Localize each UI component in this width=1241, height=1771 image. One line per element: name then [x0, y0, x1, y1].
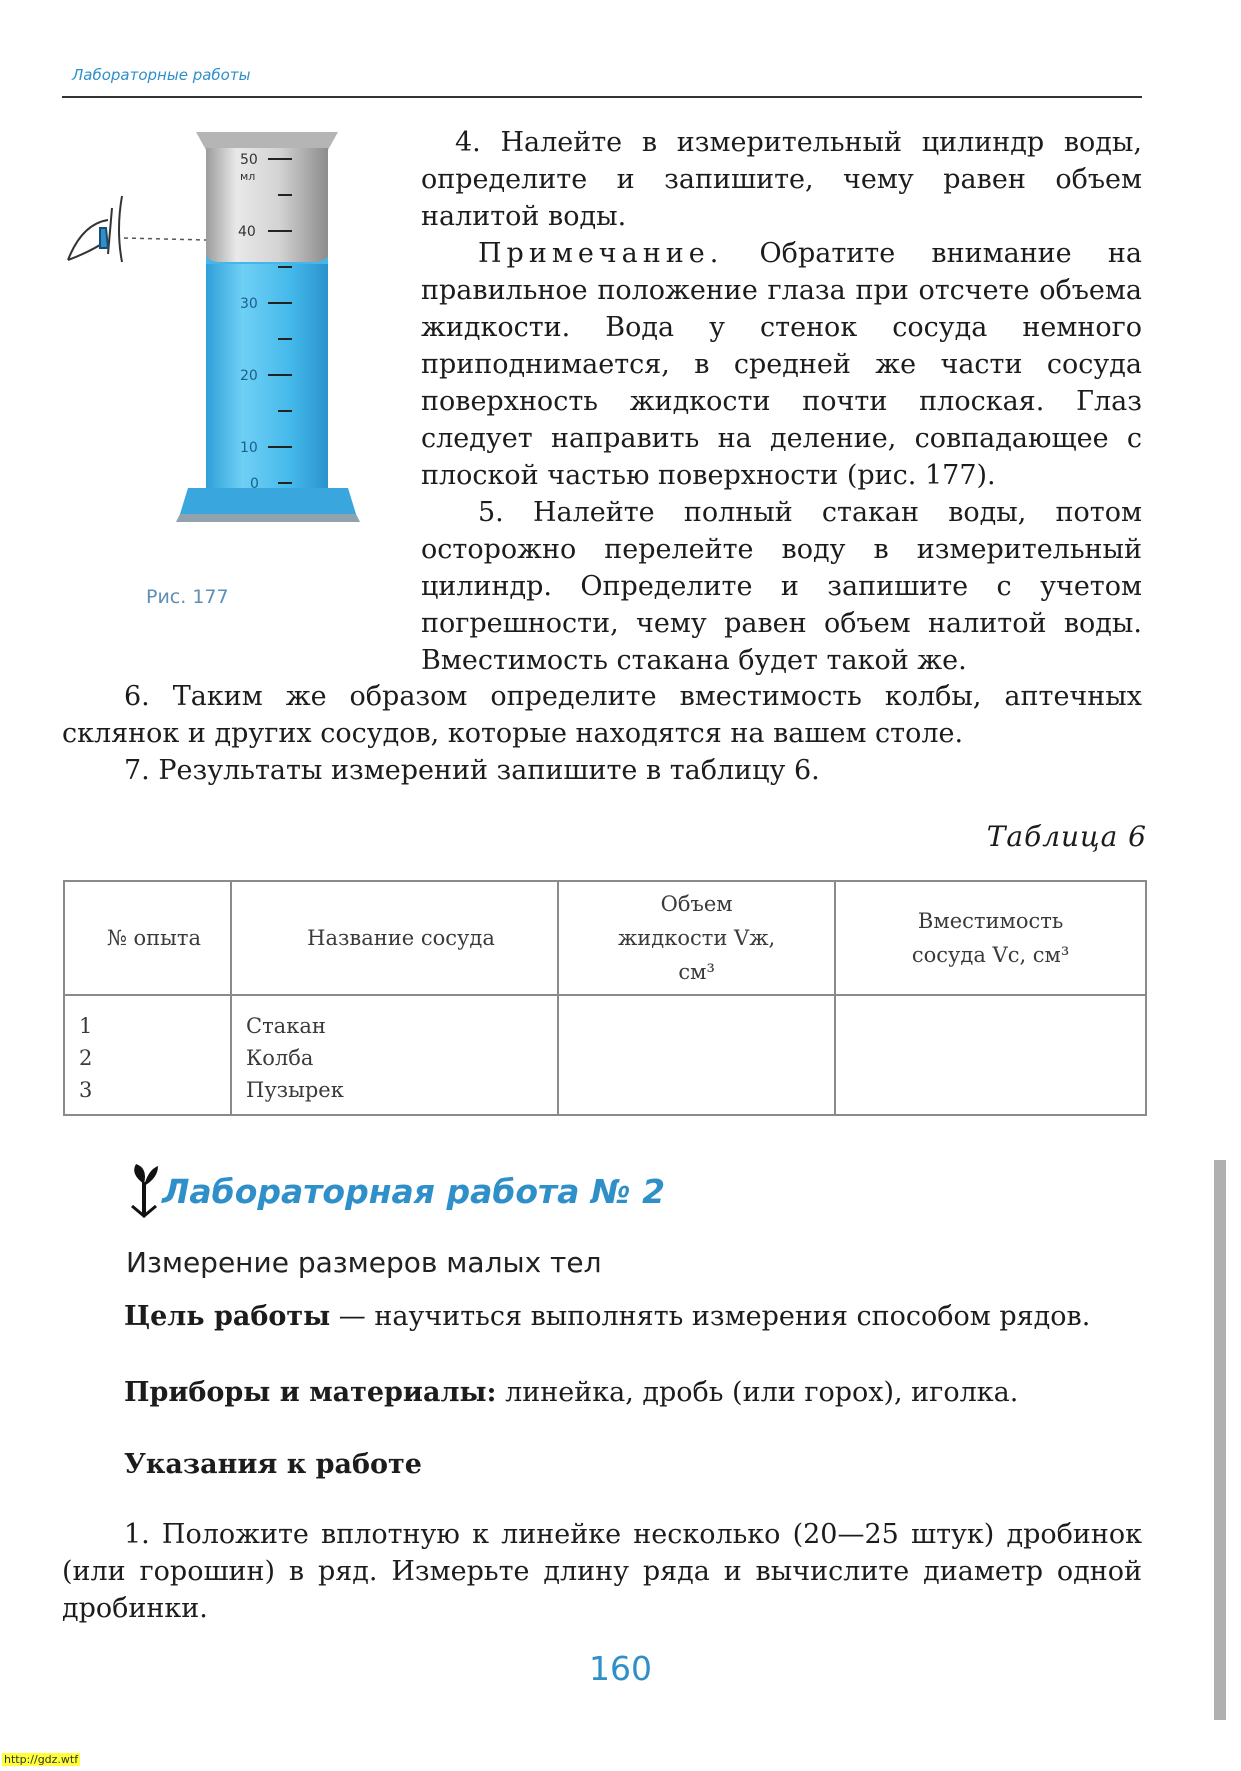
water-column [206, 262, 328, 488]
unit-label: мл [240, 170, 256, 183]
cylinder-rim [196, 132, 338, 150]
eye-icon [68, 196, 122, 262]
table-caption: Таблица 6 [986, 820, 1147, 853]
row-number: 3 [79, 1078, 93, 1102]
running-header: Лабораторные работы [72, 66, 251, 84]
header-liquid-volume: Объем жидкости Vж, см³ [558, 881, 835, 995]
instructions-heading: Указания к работе [124, 1449, 422, 1480]
tick-label-40: 40 [238, 224, 256, 240]
measuring-cylinder-figure [60, 112, 360, 552]
goal-paragraph [62, 1298, 1142, 1335]
cylinder-base [180, 488, 356, 514]
cylinder-base-edge [176, 514, 360, 522]
paragraph-4: 4. Налейте в измерительный цилиндр воды, определите и запишите, чему равен объем налитой воды. [421, 127, 1142, 232]
flower-icon [128, 1162, 162, 1218]
paragraph-7: 7. Результаты измерений запишите в таблицу 6. [124, 755, 820, 786]
sight-line [124, 238, 206, 240]
header-number: № опыта [64, 881, 231, 995]
row-number: 1 [79, 1014, 93, 1038]
tick-label-0: 0 [250, 476, 259, 492]
header-vessel-name: Название сосуда [231, 881, 558, 995]
row-vessel-name: Колба [246, 1046, 314, 1070]
capacity-cell [835, 995, 1146, 1115]
figure-caption: Рис. 177 [146, 586, 229, 608]
lab-title: Лабораторная работа № 2 [162, 1172, 666, 1211]
goal-label: Цель работы [124, 1301, 331, 1332]
watermark: http://gdz.wtf [4, 1753, 79, 1766]
tick-label-20: 20 [240, 368, 258, 384]
goal-text: — научиться выполнять измерения способом рядов. [330, 1301, 1091, 1332]
page-edge-shadow [1214, 1160, 1226, 1720]
materials-text: линейка, дробь (или горох), иголка. [496, 1377, 1019, 1408]
tick-label-50: 50 [240, 152, 258, 168]
tick-label-10: 10 [240, 440, 258, 456]
row-number: 2 [79, 1046, 93, 1070]
page-number: 160 [589, 1649, 652, 1688]
header-vessel-capacity: Вместимость сосуда Vc, см³ [835, 881, 1146, 995]
vessel-name-cell [231, 995, 558, 1115]
volume-cell [558, 995, 835, 1115]
paragraph-5: 5. Налейте полный стакан воды, потом осторожно перелейте воду в измерительный цилиндр. Определите и запишите с учетом погрешности, чему равен объем налитой воды. Вместимость стакана будет такой же. [421, 497, 1142, 676]
lab-subtitle: Измерение размеров малых тел [126, 1246, 602, 1279]
note-paragraph [421, 235, 1142, 494]
table-row [64, 995, 1146, 1115]
paragraph-6: 6. Таким же образом определите вместимость колбы, аптечных склянок и других сосудов, которые находятся на вашем столе. [62, 681, 1142, 749]
materials-label: Приборы и материалы: [124, 1377, 497, 1408]
row-vessel-name: Пузырек [246, 1078, 344, 1102]
number-cell [64, 995, 231, 1115]
table-6 [63, 880, 1147, 1116]
note-text: Обратите внимание на правильное положение глаза при отсчете объема жидкости. Вода у стенок сосуда немного приподнимается, в средней же части сосуда поверхность жидкости почти плоская. Глаз следует направить на деление, совпадающее с плоской частью поверхности (рис. 177). [421, 238, 1142, 491]
tick-label-30: 30 [240, 296, 258, 312]
note-label: Примечание. [478, 238, 724, 269]
materials-paragraph [124, 1374, 1142, 1411]
row-vessel-name: Стакан [246, 1014, 326, 1038]
header-rule [62, 96, 1142, 98]
step-1-paragraph: 1. Положите вплотную к линейке несколько (20—25 штук) дробинок (или горошин) в ряд. Измерьте длину ряда и вычислите диаметр одной дробинки. [62, 1519, 1142, 1624]
